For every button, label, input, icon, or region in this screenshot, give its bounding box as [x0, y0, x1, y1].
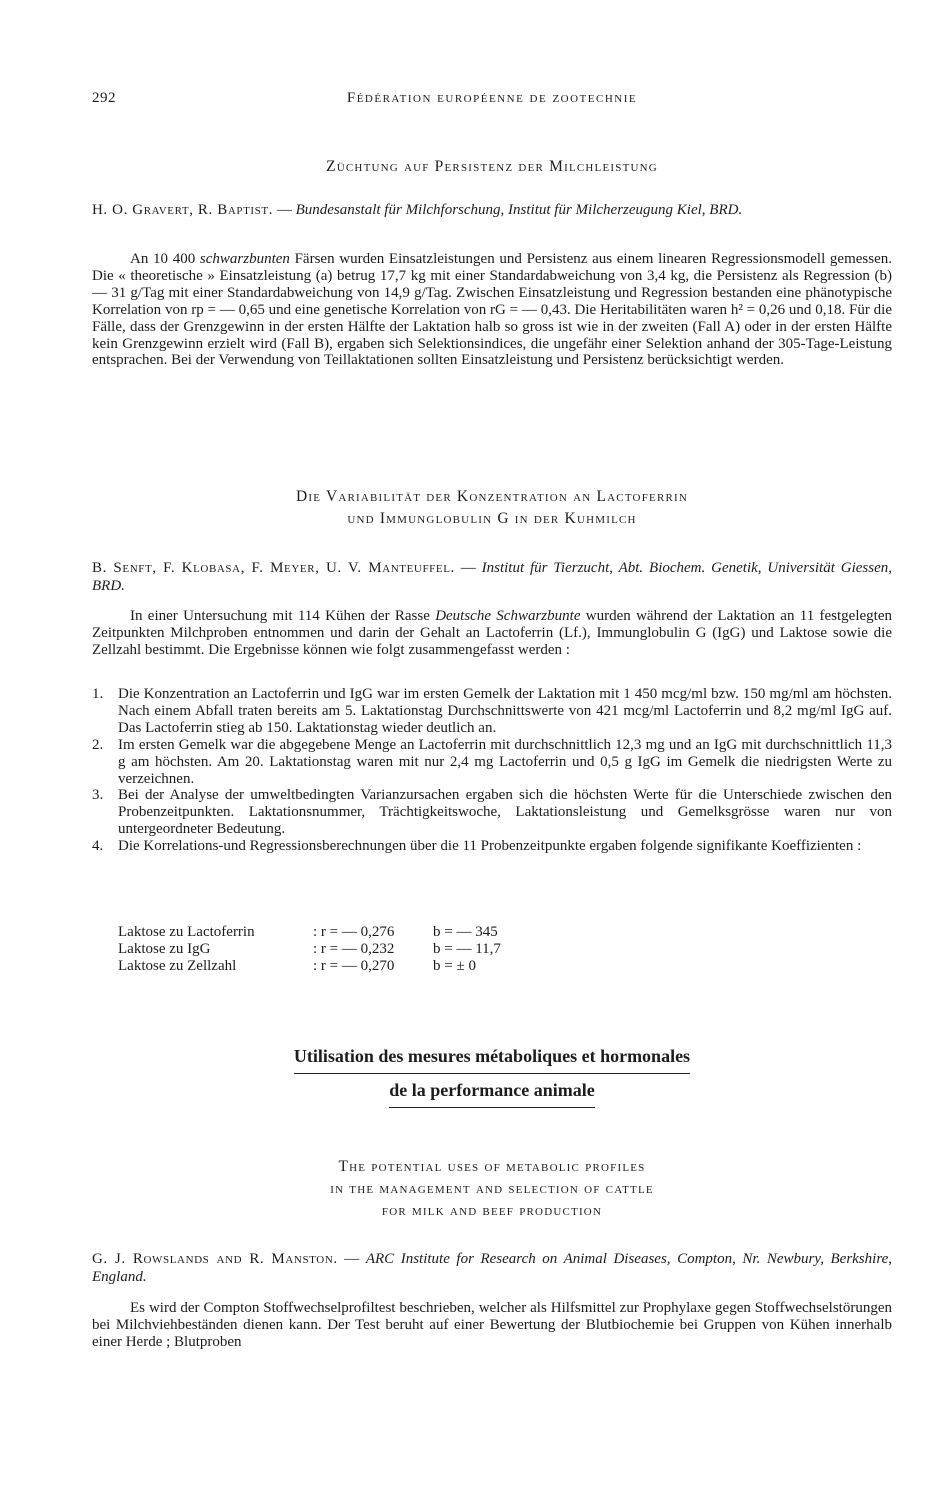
list-number: 1.: [92, 686, 104, 702]
abstract-paragraph-1: [92, 251, 892, 369]
list-item: [92, 787, 892, 838]
list-item: [92, 838, 892, 855]
title-line: in the management and selection of cattle: [330, 1180, 654, 1197]
list-number: 2.: [92, 736, 104, 753]
article-authors-2: B. Senft, F. Klobasa, F. Meyer, U. V. Manteuffel. — Institut für Tierzucht, Abt. Biochem. Genetik, Universität Giessen, BRD.: [92, 560, 892, 594]
author-names: G. J. Rowslands and R. Manston.: [92, 1251, 338, 1267]
article-title-3: [92, 1156, 892, 1222]
coefficient-b: b = ± 0: [433, 958, 476, 974]
journal-title: Fédération européenne de zootechnie: [346, 90, 638, 106]
page-number: 292: [92, 90, 116, 106]
section-heading-text: Utilisation des mesures métaboliques et hormonales: [294, 1040, 690, 1074]
coefficient-row: [118, 924, 573, 941]
author-institution: ARC Institute for Research on Animal Diseases, Compton, Nr. Newbury, Berkshire, England.: [92, 1251, 893, 1285]
list-number: 3.: [92, 787, 104, 804]
list-text: Die Konzentration an Lactoferrin und IgG war im ersten Gemelk der Laktation mit 1 450 mcg/ml bzw. 150 mg/ml am höchsten. Nach einem Abfall traten bereits am 5. Laktationstag Durchschnittswerte von 421 mcg/ml Lactoferrin und 8,2 mg/ml IgG auf. Das Lactoferrin stieg ab 150. Laktationstag wieder deutlich an.: [118, 686, 892, 736]
intro-text: wurden während der Laktation an 11 festgelegten Zeitpunkten Milchproben entnommen und darin der Gehalt an Lactoferrin (Lf.), Immunglobulin G (IgG) und Laktose sowie die Zellzahl bestimmt. Die Ergebnisse können wie folgt zusammengefasst werden :: [92, 608, 892, 658]
title-line: und Immunglobulin G in der Kuhmilch: [347, 510, 637, 527]
abstract-paragraph-3: Es wird der Compton Stoffwechselprofiltest beschrieben, welcher als Hilfsmittel zur Prophylaxe gegen Stoffwechselstörungen bei Milchviehbeständen dienen kann. Der Test beruht auf einer Bewertung der Blutbiochemie bei Gruppen von Kühen innerhalb einer Herde ; Blutproben: [92, 1300, 892, 1350]
list-item: [92, 737, 892, 788]
title-line: The potential uses of metabolic profiles: [338, 1158, 646, 1175]
breed-name: Deutsche Schwarzbunte: [435, 608, 581, 624]
coefficient-row: [118, 941, 573, 958]
coefficient-row: [118, 958, 573, 975]
list-text: Die Korrelations-und Regressionsberechnungen über die 11 Probenzeitpunkte ergaben folgende signifikante Koeffizienten :: [118, 838, 862, 855]
title-line: Die Variabilität der Konzentration an Lactoferrin: [295, 488, 689, 505]
author-institution: Institut für Tierzucht, Abt. Biochem. Genetik, Universität Giessen, BRD.: [92, 560, 892, 594]
list-item: [92, 686, 892, 737]
coefficient-b: b = — 345: [433, 924, 498, 940]
abstract-text: An 10 400: [130, 251, 200, 267]
coefficient-r: : r = — 0,232: [313, 941, 395, 957]
coefficient-label: Laktose zu Zellzahl: [118, 958, 237, 974]
abstract-text: Färsen wurden Einsatzleistungen und Persistenz aus einem linearen Regressionsmodell gemessen. Die « theoretische » Einsatzleistung (a) betrug 17,7 kg mit einer Standardabweichung von 3,4 kg, die Persistenz als Regression (b) — 31 g/Tag mit einer Standardabweichung von 14,9 g/Tag. Zwischen Einsatzleistung und Regression bestanden eine phänotypische Korrelation von rp = — 0,65 und eine genetische Korrelation von rG = — 0,43. Die Heritabilitäten waren h² = 0,26 und 0,18. Für die Fälle, dass der Grenzgewinn in der ersten Hälfte der Laktation halb so gross ist wie in der zweiten (Fall A) oder in der ersten Hälfte kein Grenzgewinn erzielt wird (Fall B), ergaben sich Selektionsindices, die ungefähr einer Selektion anhand der 305-Tage-Leistung entsprachen. Bei der Verwendung von Teillaktationen sollten Einsatzleistung und Persistenz berücksichtigt werden.: [92, 251, 892, 369]
coefficient-r: : r = — 0,270: [313, 958, 395, 974]
results-list: [92, 686, 892, 855]
intro-paragraph-2: [92, 608, 892, 659]
article-authors-1: H. O. Gravert, R. Baptist. — Bundesanstalt für Milchforschung, Institut für Milcherzeugung Kiel, BRD.: [92, 202, 743, 218]
list-number: 4.: [92, 838, 104, 855]
intro-text: In einer Untersuchung mit 114 Kühen der Rasse: [130, 608, 436, 624]
coefficient-label: Laktose zu Lactoferrin: [118, 924, 255, 940]
article-title-1: Züchtung auf Persistenz der Milchleistung: [326, 158, 658, 175]
coefficient-label: Laktose zu IgG: [118, 941, 211, 957]
list-text: Bei der Analyse der umweltbedingten Varianzursachen ergaben sich die höchsten Werte für die Unterschiede zwischen den Probenzeitpunkten. Laktationsnummer, Trächtigkeitswoche, Laktationsleistung und Gemelksgrösse waren nur von untergeordneter Bedeutung.: [118, 787, 892, 838]
article-title-2: [92, 486, 892, 530]
coefficient-table: [118, 924, 573, 975]
author-names: B. Senft, F. Klobasa, F. Meyer, U. V. Manteuffel.: [92, 560, 455, 576]
section-heading: [92, 1040, 892, 1108]
title-line: for milk and beef production: [381, 1202, 603, 1219]
coefficient-b: b = — 11,7: [433, 941, 501, 957]
section-heading-line: [92, 1074, 892, 1108]
author-names: H. O. Gravert, R. Baptist.: [92, 202, 274, 218]
section-heading-text: de la performance animale: [389, 1074, 594, 1108]
coefficient-r: : r = — 0,276: [313, 924, 395, 940]
list-text: Im ersten Gemelk war die abgegebene Menge an Lactoferrin mit durchschnittlich 12,3 mg und an IgG mit durchschnittlich 11,3 g am höchsten. Am 20. Laktationstag waren mit nur 2,4 mg Lactoferrin und 0,5 g IgG im Gemelk die niedrigsten Werte zu verzeichnen.: [118, 736, 892, 787]
breed-name: schwarzbunten: [199, 251, 290, 267]
author-institution: Bundesanstalt für Milchforschung, Institut für Milcherzeugung Kiel, BRD.: [295, 202, 743, 218]
section-heading-line: [92, 1040, 892, 1074]
article-authors-3: G. J. Rowslands and R. Manston. — ARC Institute for Research on Animal Diseases, Compton, Nr. Newbury, Berkshire, England.: [92, 1251, 893, 1285]
